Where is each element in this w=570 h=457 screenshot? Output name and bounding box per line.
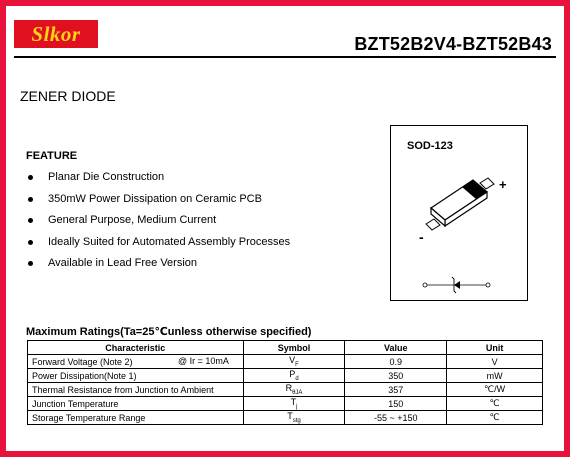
bullet-icon: [28, 175, 33, 180]
bullet-icon: [28, 240, 33, 245]
unit-cell: V: [447, 355, 543, 369]
symbol-cell: $T_{stg}$: [243, 411, 345, 425]
bullet-icon: [28, 261, 33, 266]
unit-cell: ℃/W: [447, 383, 543, 397]
table-row: [28, 369, 543, 383]
feature-item: Ideally Suited for Automated Assembly Processes: [26, 235, 290, 257]
package-diagram-box: [390, 125, 528, 301]
table-row: [28, 397, 543, 411]
symbol-cell: $P_d$: [243, 369, 345, 383]
symbol-cell: $R_{\theta JA}$: [243, 383, 345, 397]
value-cell: 350: [345, 369, 447, 383]
unit-cell: ℃: [447, 397, 543, 411]
feature-item: 350mW Power Dissipation on Ceramic PCB: [26, 192, 290, 214]
table-row: [28, 411, 543, 425]
part-number-range: BZT52B2V4-BZT52B43: [354, 34, 552, 54]
table-row: [28, 355, 543, 369]
column-header: Symbol: [243, 341, 345, 355]
unit-cell: mW: [447, 369, 543, 383]
table-row: [28, 383, 543, 397]
feature-item: Available in Lead Free Version: [26, 256, 290, 278]
plus-terminal-label: +: [499, 177, 507, 192]
sod123-package-drawing: [391, 126, 529, 302]
features-list: [26, 170, 290, 278]
bullet-icon: [28, 218, 33, 223]
zener-diode-symbol-icon: [454, 281, 460, 289]
table-header-row: [28, 341, 543, 355]
characteristic-cell: Power Dissipation(Note 1): [28, 369, 244, 383]
column-header: Unit: [447, 341, 543, 355]
max-ratings-heading: Maximum Ratings(Ta=25℃unless otherwise specified): [26, 326, 312, 338]
characteristic-cell: Storage Temperature Range: [28, 411, 244, 425]
features-heading: FEATURE: [26, 150, 78, 162]
max-ratings-table: [27, 340, 543, 425]
characteristic-cell: Junction Temperature: [28, 397, 244, 411]
symbol-cell: $T_j$: [243, 397, 345, 411]
schematic-terminal-right: [486, 283, 490, 287]
unit-cell: ℃: [447, 411, 543, 425]
minus-terminal-label: -: [419, 229, 424, 245]
column-header: Characteristic: [28, 341, 244, 355]
test-condition: @ Ir = 10mA: [178, 356, 229, 366]
header-divider: [14, 56, 556, 58]
value-cell: -55 ~ +150: [345, 411, 447, 425]
characteristic-cell: Forward Voltage (Note 2) @ Ir = 10mA: [28, 355, 244, 369]
value-cell: 150: [345, 397, 447, 411]
bullet-icon: [28, 197, 33, 202]
characteristic-cell: Thermal Resistance from Junction to Ambient: [28, 383, 244, 397]
value-cell: 0.9: [345, 355, 447, 369]
schematic-terminal-left: [423, 283, 427, 287]
symbol-cell: $V_F$: [243, 355, 345, 369]
feature-item: Planar Die Construction: [26, 170, 290, 192]
product-type: ZENER DIODE: [20, 88, 116, 104]
column-header: Value: [345, 341, 447, 355]
brand-logo: Slkor: [14, 20, 98, 48]
feature-item: General Purpose, Medium Current: [26, 213, 290, 235]
value-cell: 357: [345, 383, 447, 397]
package-name: SOD-123: [407, 140, 453, 152]
